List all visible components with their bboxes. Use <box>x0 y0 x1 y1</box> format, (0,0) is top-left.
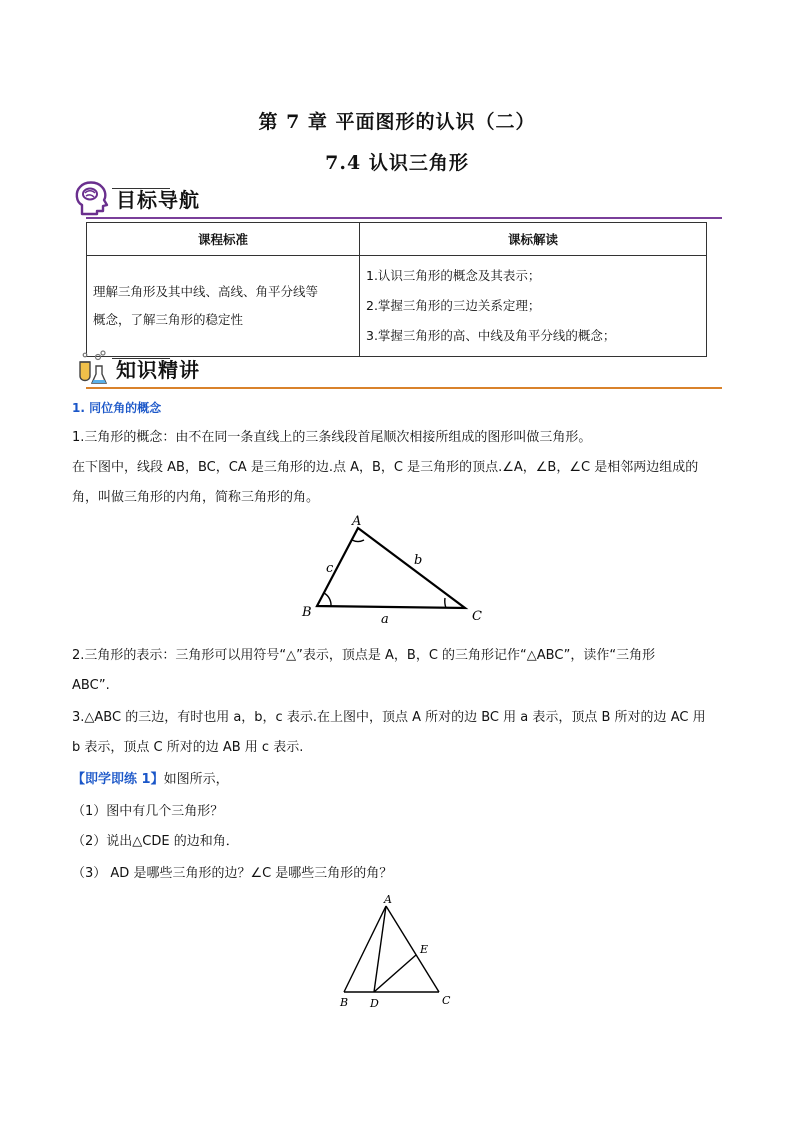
paragraph-notation-line-1: 2.三角形的表示：三角形可以用符号“△”表示，顶点是 A，B，C 的三角形记作“△ABC”，读作“三角形 <box>72 648 656 663</box>
interpretation-line-3: 3.掌握三角形的高、中线及角平分线的概念； <box>366 328 616 343</box>
segment-de <box>374 955 416 992</box>
label-point-c: C <box>442 994 451 1007</box>
angle-c-arc <box>445 598 446 608</box>
table-header-interpretation: 课标解读 <box>360 223 707 256</box>
lab-flask-icon <box>72 348 112 388</box>
goals-label-overline <box>112 188 170 189</box>
triangle-cde-figure <box>330 888 460 1013</box>
practice-intro: 如图所示， <box>163 772 229 787</box>
knowledge-label-overline <box>112 358 170 359</box>
standard-cell <box>87 256 360 357</box>
label-side-b: b <box>414 553 423 568</box>
label-side-c: c <box>326 561 334 576</box>
paragraph-definition: 1.三角形的概念：由不在同一条直线上的三条线段首尾顺次相接所组成的图形叫做三角形。 <box>72 430 592 445</box>
interpretation-line-1: 1.认识三角形的概念及其表示； <box>366 268 541 283</box>
section-title: 7.4 认识三角形 <box>325 152 469 174</box>
question-2: （2）说出△CDE 的边和角． <box>72 834 239 849</box>
interpretation-cell <box>360 256 707 357</box>
head-brain-icon <box>72 178 112 218</box>
paragraph-parts-line-2: 角，叫做三角形的内角，简称三角形的角。 <box>72 490 320 505</box>
label-vertex-c: C <box>472 609 482 624</box>
label-point-d: D <box>370 997 379 1010</box>
label-side-a: a <box>381 612 389 627</box>
interpretation-line-2: 2.掌握三角形的三边关系定理； <box>366 298 541 313</box>
knowledge-section-label: 知识精讲 <box>116 358 200 382</box>
triangle-abc-shape <box>317 528 465 608</box>
practice-tag: 【即学即练 1】 <box>72 772 164 787</box>
paragraph-sides-line-2: b 表示，顶点 C 所对的边 AB 用 c 表示. <box>72 740 304 755</box>
triangle-abc-figure <box>290 512 500 632</box>
standards-table <box>86 222 707 357</box>
knowledge-section-header <box>70 348 730 388</box>
paragraph-sides-line-1: 3.△ABC 的三边，有时也用 a，b，c 表示.在上图中，顶点 A 所对的边 BC 用 a 表示，顶点 B 所对的边 AC 用 <box>72 710 706 725</box>
goals-section-header <box>70 178 730 218</box>
chapter-title: 第 7 章 平面图形的认识（二） <box>258 111 536 133</box>
paragraph-parts-line-1: 在下图中，线段 AB，BC，CA 是三角形的边.点 A，B，C 是三角形的顶点.∠A，∠B，∠C 是相邻两边组成的 <box>72 460 699 475</box>
label-vertex-a: A <box>352 514 362 529</box>
label-point-a: A <box>384 893 392 906</box>
label-point-b: B <box>340 996 349 1009</box>
question-1: （1）图中有几个三角形？ <box>72 804 224 819</box>
goals-section-label: 目标导航 <box>116 188 200 212</box>
label-vertex-b: B <box>302 605 312 620</box>
paragraph-notation-line-2: ABC”. <box>72 678 110 693</box>
angle-b-arc <box>324 593 331 606</box>
standard-line-2: 概念，了解三角形的稳定性 <box>93 312 244 327</box>
table-header-standard: 课程标准 <box>87 223 360 256</box>
label-point-e: E <box>420 943 429 956</box>
segment-ac <box>386 906 439 992</box>
angle-a-arc <box>352 540 364 541</box>
question-3: （3） AD 是哪些三角形的边？∠C 是哪些三角形的角？ <box>72 866 393 881</box>
standard-line-1: 理解三角形及其中线、高线、角平分线等 <box>93 284 319 299</box>
knowledge-divider <box>86 387 722 389</box>
topic-heading: 1. 同位角的概念 <box>72 401 162 415</box>
goals-divider <box>86 217 722 219</box>
practice-line <box>72 770 724 790</box>
